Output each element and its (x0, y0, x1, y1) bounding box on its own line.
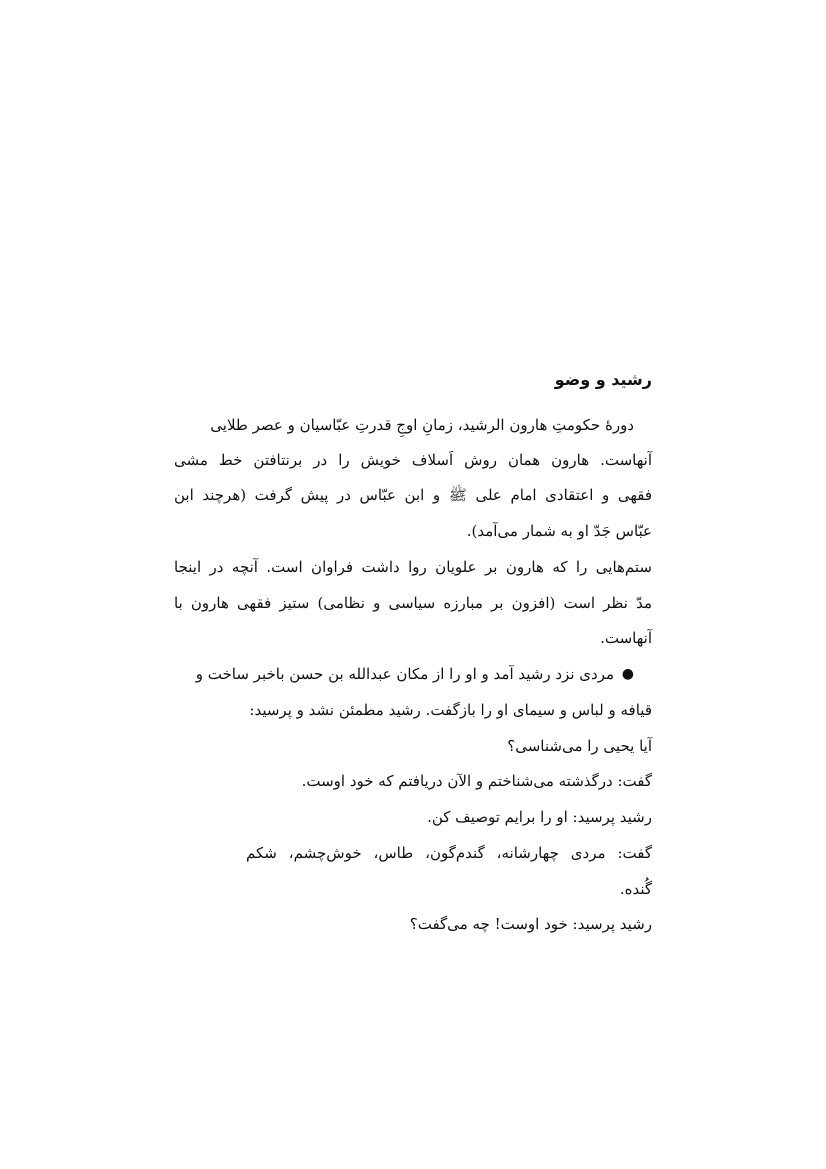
paragraph-3-line-2: قیافه و لباس و سیمای او را بازگفت. رشید مطمئن نشد و پرسید: (249, 701, 652, 719)
dialogue-line-2: گفت: درگذشته می‌شناختم و الآن دریافتم که خود اوست. (301, 772, 652, 790)
dialogue-line-1: آیا یحیی را می‌شناسی؟ (507, 737, 652, 755)
bullet-dot: ● (621, 666, 634, 682)
paragraph-1-line-1: دورهٔ حکومتِ هارون الرشید، زمانِ اوجِ قدرتِ عبّاسیان و عصر طلایی (210, 416, 634, 434)
dialogue-line-6: رشید پرسید: خود اوست! چه می‌گفت؟ (409, 915, 652, 933)
paragraph-3-line-1: مردی نزد رشید آمد و او را از مکان عبدالله بن حسن باخبر ساخت و (195, 665, 614, 683)
dialogue-line-4: گفت: مردی چهارشانه، گندم‌گون، طاس، خوش‌چشم، شکم (246, 844, 652, 862)
paragraph-2-line-1: ستم‌هایی را که هارون بر علویان روا داشت فراوان است. آنچه در اینجا (174, 558, 652, 576)
dialogue-line-3: رشید پرسید: او را برایم توصیف کن. (427, 808, 652, 826)
section-title: رشید و وضو (554, 370, 652, 389)
paragraph-1-line-3: فقهی و اعتقادی امام علی ﷺ و ابن عبّاس در پیش گرفت (هرچند ابن (174, 486, 652, 504)
dialogue-line-5: گُنده. (619, 880, 652, 898)
paragraph-2-line-2: مدّ نظر است (افزون بر مبارزه سیاسی و نظامی) ستیز فقهی هارون با (174, 594, 652, 612)
paragraph-1-line-4: عبّاس جَدّ او به شمار می‌آمد). (466, 522, 652, 540)
paragraph-1-line-2: آنهاست. هارون همان روش اَسلاف خویش را در برنتافتن خط مشی (174, 451, 652, 469)
paragraph-2-line-3: آنهاست. (600, 629, 652, 647)
